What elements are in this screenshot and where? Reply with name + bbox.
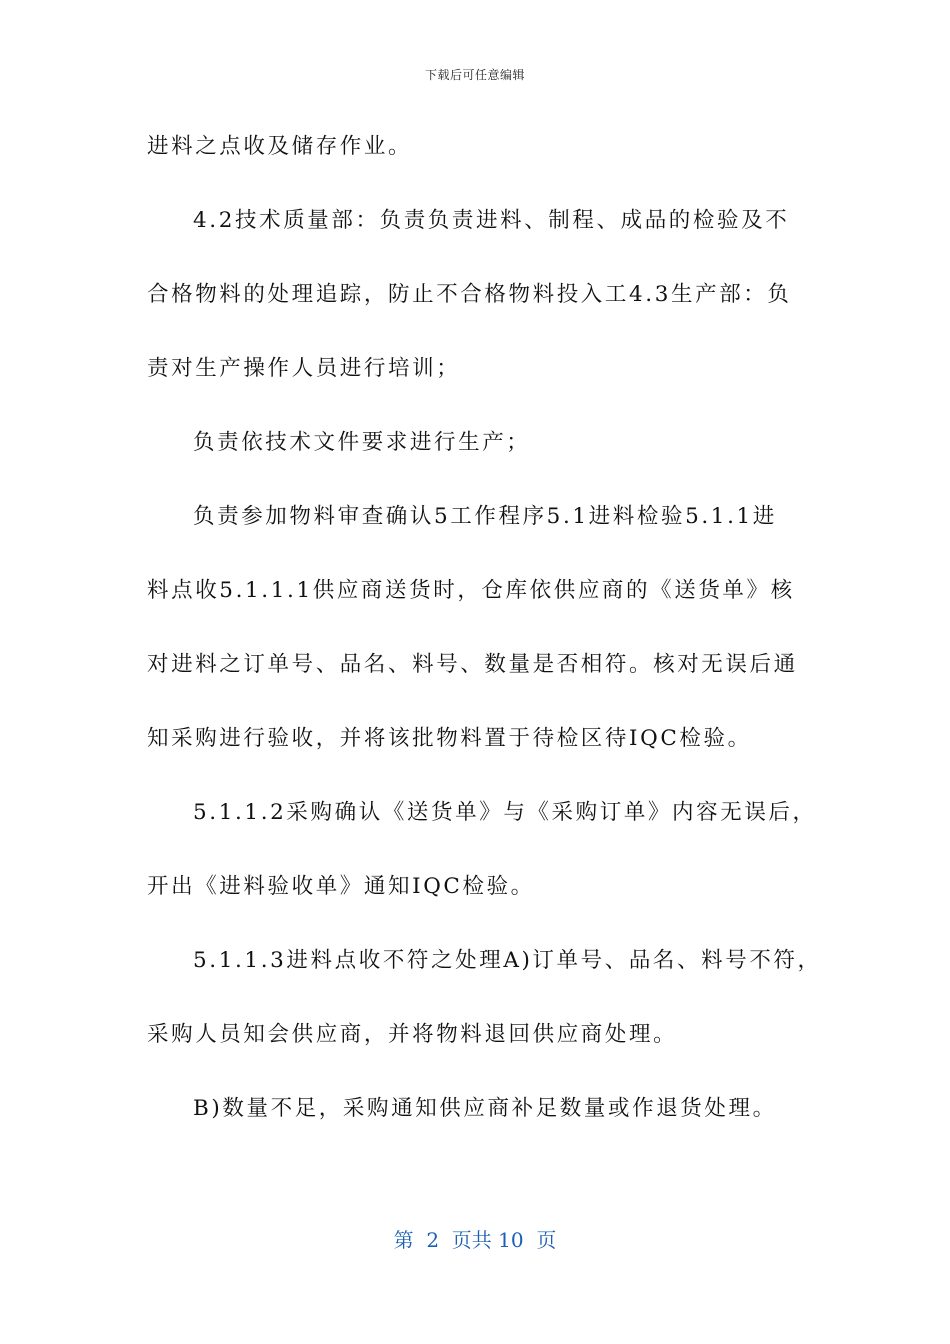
body-line: 负责依技术文件要求进行生产；	[193, 430, 531, 455]
body-line: 开出《进料验收单》通知IQC检验。	[147, 874, 535, 899]
body-line: 料点收5.1.1.1供应商送货时，仓库依供应商的《送货单》核	[147, 578, 795, 603]
body-line: 5.1.1.3进料点收不符之处理A)订单号、品名、料号不符，	[193, 948, 822, 973]
body-line: 采购人员知会供应商，并将物料退回供应商处理。	[147, 1022, 678, 1047]
body-line: B)数量不足，采购通知供应商补足数量或作退货处理。	[193, 1096, 777, 1121]
body-line: 进料之点收及储存作业。	[147, 134, 413, 159]
page-number-footer: 第 2 页共 10 页	[393, 1228, 557, 1252]
body-line: 责对生产操作人员进行培训；	[147, 356, 461, 381]
body-line: 负责参加物料审查确认5工作程序5.1进料检验5.1.1进	[193, 504, 777, 529]
body-line: 5.1.1.2采购确认《送货单》与《采购订单》内容无误后，	[193, 800, 817, 825]
body-line: 合格物料的处理追踪，防止不合格物料投入工4.3生产部：负	[147, 282, 792, 307]
body-line: 知采购进行验收，并将该批物料置于待检区待IQC检验。	[147, 726, 752, 751]
body-line: 4.2技术质量部：负责负责进料、制程、成品的检验及不	[193, 208, 790, 233]
header-note: 下载后可任意编辑	[424, 68, 525, 82]
body-line: 对进料之订单号、品名、料号、数量是否相符。核对无误后通	[147, 652, 798, 677]
document-body	[147, 118, 822, 1154]
